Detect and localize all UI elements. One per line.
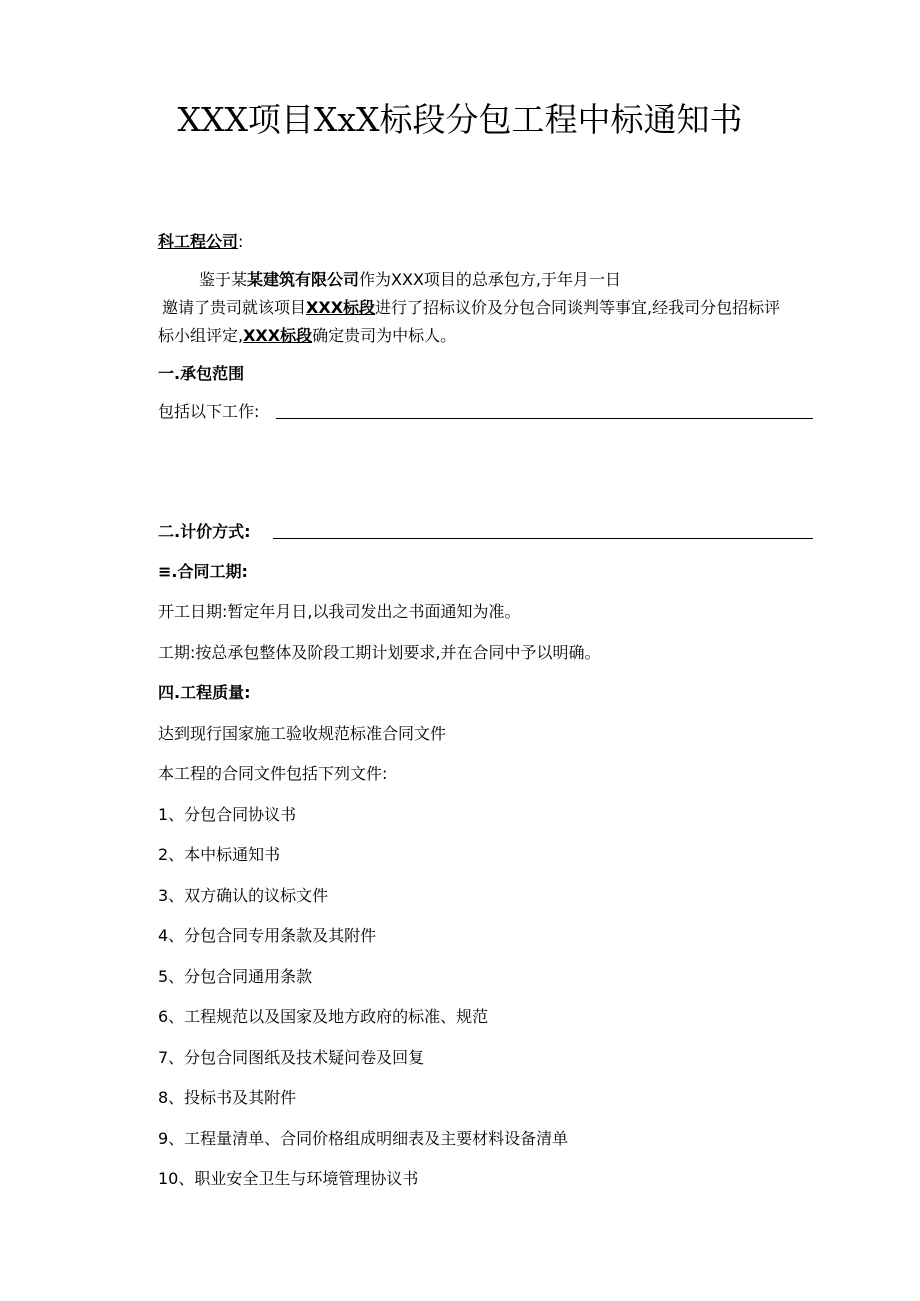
intro-line-2-prefix: 邀请了贵司就该项目 bbox=[162, 298, 307, 317]
document-title: XXX项目XxX标段分包工程中标通知书 bbox=[177, 100, 743, 139]
recipient-line bbox=[158, 231, 243, 253]
section-2-heading: 二.计价方式: bbox=[158, 522, 251, 541]
document-list-item: 2、本中标通知书 bbox=[158, 845, 281, 864]
scope-label: 包括以下工作: bbox=[158, 402, 260, 421]
section-3-heading: ≡.合同工期: bbox=[158, 562, 248, 581]
document-list-item: 5、分包合同通用条款 bbox=[158, 967, 313, 986]
document-list-item: 6、工程规范以及国家及地方政府的标准、规范 bbox=[158, 1007, 489, 1026]
document-list-item: 7、分包合同图纸及技术疑问卷及回复 bbox=[158, 1048, 425, 1067]
quality-standard-text: 达到现行国家施工验收规范标准合同文件 bbox=[158, 724, 447, 743]
document-list-item: 3、双方确认的议标文件 bbox=[158, 886, 329, 905]
document-list-item: 8、投标书及其附件 bbox=[158, 1088, 297, 1107]
section-4-heading: 四.工程质量: bbox=[158, 683, 251, 702]
section-1-heading: 一.承包范围 bbox=[158, 364, 245, 383]
intro-prefix: 鉴于某 bbox=[199, 270, 248, 289]
intro-line-2-suffix: 进行了招标议价及分包合同谈判等事宜,经我司分包招标评 bbox=[375, 298, 781, 317]
recipient-name: 科工程公司 bbox=[158, 232, 239, 251]
scope-blank-line bbox=[276, 404, 813, 419]
section-name-2: XXX标段 bbox=[243, 326, 313, 345]
recipient-colon: : bbox=[238, 232, 244, 251]
section-name: XXX标段 bbox=[306, 298, 376, 317]
document-list-item: 1、分包合同协议书 bbox=[158, 805, 297, 824]
contract-docs-intro: 本工程的合同文件包括下列文件: bbox=[158, 764, 388, 783]
document-list-item: 4、分包合同专用条款及其附件 bbox=[158, 926, 377, 945]
intro-line-3-prefix: 标小组评定, bbox=[158, 326, 244, 345]
intro-line-1 bbox=[199, 269, 621, 291]
intro-line-2 bbox=[162, 297, 780, 319]
contractor-name: 某建筑有限公司 bbox=[247, 270, 360, 289]
intro-suffix: 作为XXX项目的总承包方,于年月一日 bbox=[359, 270, 622, 289]
document-list-item: 9、工程量清单、合同价格组成明细表及主要材料设备清单 bbox=[158, 1129, 569, 1148]
document-list-item: 10、职业安全卫生与环境管理协议书 bbox=[158, 1169, 419, 1188]
intro-line-3-suffix: 确定贵司为中标人。 bbox=[312, 326, 457, 345]
pricing-blank-line bbox=[273, 524, 813, 539]
duration-text: 工期:按总承包整体及阶段工期计划要求,并在合同中予以明确。 bbox=[158, 643, 601, 662]
intro-line-3 bbox=[158, 325, 456, 347]
start-date-text: 开工日期:暂定年月日,以我司发出之书面通知为准。 bbox=[158, 602, 521, 621]
